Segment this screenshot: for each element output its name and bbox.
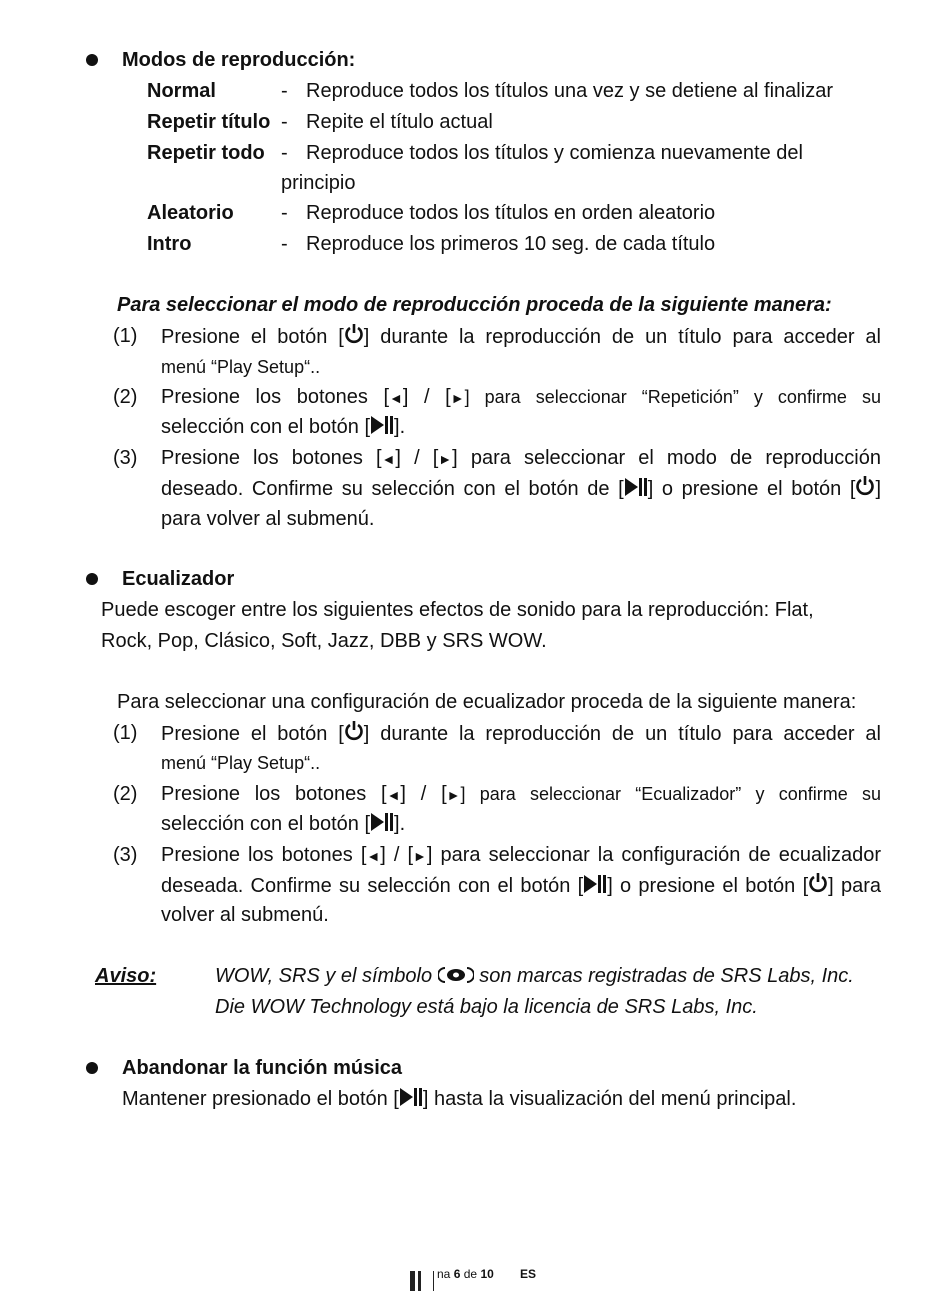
play-pause-icon bbox=[370, 812, 394, 832]
footer-mark-icon bbox=[410, 1271, 415, 1291]
step-line: Presione los botones [◄] / [►] para seleccionar “Ecualizador” y confirme su bbox=[161, 783, 881, 805]
mode-desc: Reproduce todos los títulos y comienza nuevamente del bbox=[306, 142, 803, 164]
left-arrow-icon: ◄ bbox=[366, 848, 381, 864]
mode-sep: - bbox=[281, 142, 288, 164]
power-icon bbox=[855, 475, 875, 497]
step-number: (3) bbox=[113, 447, 138, 469]
step-line: Presione los botones [◄] / [►] para seleccionar el modo de reproducción bbox=[161, 447, 881, 469]
eq-intro: Rock, Pop, Clásico, Soft, Jazz, DBB y SRS WOW. bbox=[101, 630, 547, 652]
bullet bbox=[86, 54, 98, 66]
bullet bbox=[86, 573, 98, 585]
mode-name: Normal bbox=[147, 80, 216, 102]
footer-mark-icon bbox=[433, 1271, 434, 1291]
mode-sep: - bbox=[281, 202, 288, 224]
mode-desc: Repite el título actual bbox=[306, 111, 493, 133]
step-line: Presione los botones [◄] / [►] para seleccionar “Repetición” y confirme su bbox=[161, 386, 881, 408]
step-line: para volver al submenú. bbox=[161, 508, 375, 530]
step-number: (2) bbox=[113, 783, 138, 805]
mode-desc: Reproduce todos los títulos una vez y se detiene al finalizar bbox=[306, 80, 833, 102]
eq-instructions-title: Para seleccionar una configuración de ecualizador proceda de la siguiente manera: bbox=[117, 691, 857, 713]
step-number: (3) bbox=[113, 844, 138, 866]
step-number: (1) bbox=[113, 325, 138, 347]
notice-label: Aviso: bbox=[95, 965, 157, 987]
step-line: selección con el botón [ ]. bbox=[161, 416, 406, 438]
mode-desc: Reproduce todos los títulos en orden aleatorio bbox=[306, 202, 716, 224]
bullet bbox=[86, 1062, 98, 1074]
step-line: menú “Play Setup“.. bbox=[161, 753, 321, 773]
mode-sep: - bbox=[281, 233, 288, 255]
eq-intro: Puede escoger entre los siguientes efectos de sonido para la reproducción: Flat, bbox=[101, 599, 814, 621]
power-icon bbox=[808, 872, 828, 894]
language-code: ES bbox=[520, 1267, 537, 1281]
mode-desc: Reproduce los primeros 10 seg. de cada título bbox=[306, 233, 716, 255]
left-arrow-icon: ◄ bbox=[386, 787, 401, 803]
page-number: na 6 de 10 bbox=[437, 1267, 494, 1281]
power-icon bbox=[344, 323, 364, 345]
notice-line: WOW, SRS y el símbolo son marcas registradas de SRS Labs, Inc. bbox=[215, 965, 854, 987]
mode-name: Repetir todo bbox=[147, 142, 265, 164]
power-icon bbox=[344, 720, 364, 742]
mode-name: Intro bbox=[147, 233, 192, 255]
mode-desc-cont: principio bbox=[281, 172, 356, 194]
step-line: deseada. Confirme su selección con el botón [ ] o presione el botón [ ] para bbox=[161, 872, 881, 899]
step-line: volver al submenú. bbox=[161, 904, 329, 926]
eq-heading: Ecualizador bbox=[122, 568, 235, 590]
srs-logo-icon bbox=[438, 967, 474, 983]
exit-heading: Abandonar la función música bbox=[122, 1057, 403, 1079]
play-pause-icon bbox=[624, 477, 648, 497]
right-arrow-icon: ► bbox=[450, 390, 465, 406]
left-arrow-icon: ◄ bbox=[389, 390, 403, 406]
exit-line: Mantener presionado el botón [ ] hasta la visualización del menú principal. bbox=[122, 1088, 797, 1110]
left-arrow-icon: ◄ bbox=[381, 451, 396, 467]
notice-line: Die WOW Technology está bajo la licencia de SRS Labs, Inc. bbox=[215, 996, 758, 1018]
mode-sep: - bbox=[281, 80, 288, 102]
step-line: Presione el botón [ ] durante la reproducción de un título para acceder al bbox=[161, 323, 881, 350]
step-line: menú “Play Setup“.. bbox=[161, 357, 321, 377]
right-arrow-icon: ► bbox=[446, 787, 461, 803]
modes-instructions-title: Para seleccionar el modo de reproducción proceda de la siguiente manera: bbox=[117, 294, 832, 316]
footer-mark-icon bbox=[418, 1271, 421, 1291]
right-arrow-icon: ► bbox=[413, 848, 427, 864]
step-number: (2) bbox=[113, 386, 138, 408]
mode-name: Aleatorio bbox=[147, 202, 234, 224]
step-number: (1) bbox=[113, 722, 138, 744]
play-pause-icon bbox=[370, 415, 394, 435]
step-line: deseado. Confirme su selección con el botón de [ ] o presione el botón [ ] bbox=[161, 475, 881, 502]
modes-heading: Modos de reproducción: bbox=[122, 49, 356, 71]
step-line: selección con el botón [ ]. bbox=[161, 813, 406, 835]
mode-sep: - bbox=[281, 111, 288, 133]
step-line: Presione los botones [◄] / [►] para seleccionar la configuración de ecualizador bbox=[161, 844, 881, 866]
play-pause-icon bbox=[399, 1087, 423, 1107]
play-pause-icon bbox=[583, 874, 607, 894]
step-line: Presione el botón [ ] durante la reproducción de un título para acceder al bbox=[161, 720, 881, 747]
right-arrow-icon: ► bbox=[438, 451, 453, 467]
mode-name: Repetir título bbox=[147, 111, 271, 133]
